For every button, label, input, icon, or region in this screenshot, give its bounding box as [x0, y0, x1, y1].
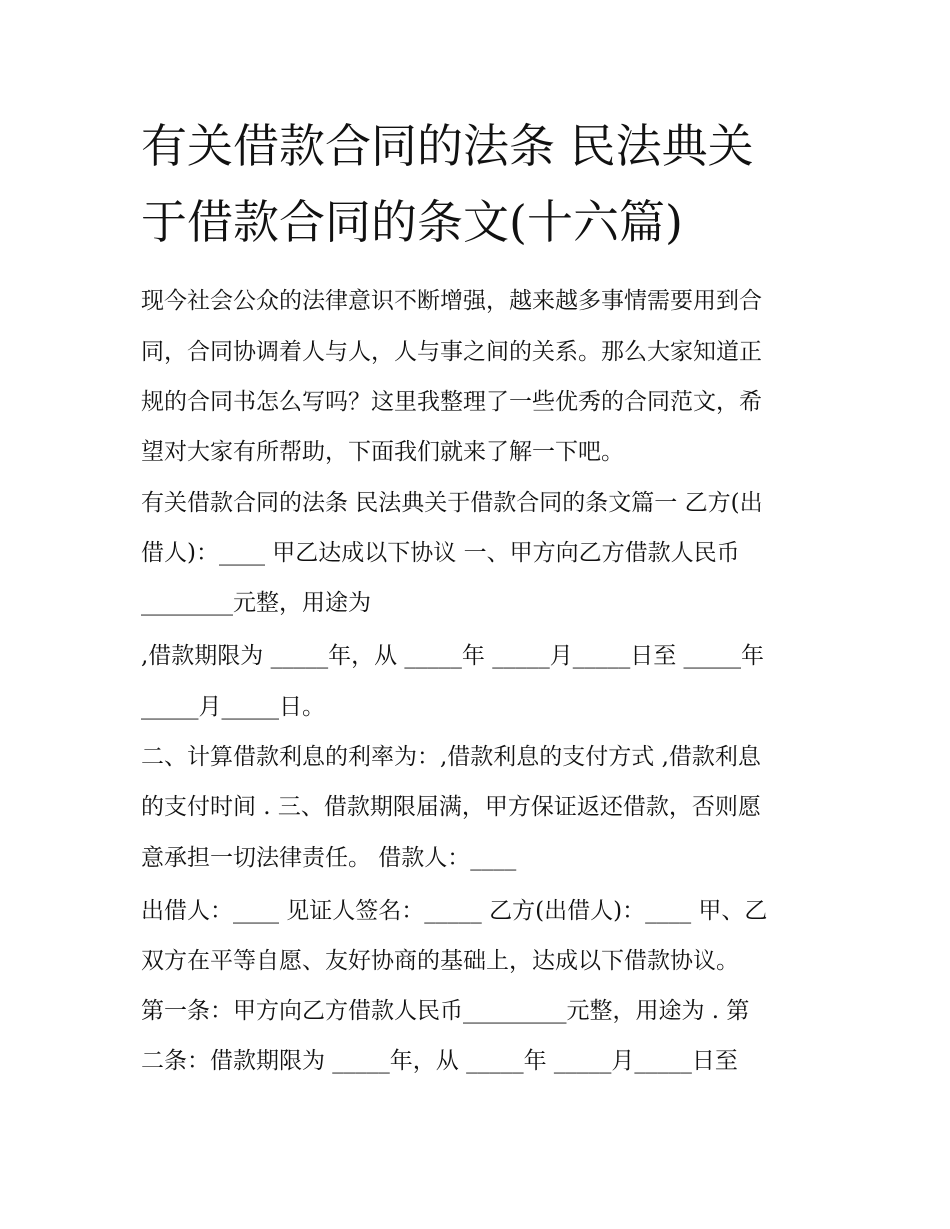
body-line-7: ________元整，用途为 [141, 590, 371, 616]
body-line-10: 二、计算借款利息的利率为：,借款利息的支付方式 ,借款利息 [141, 744, 761, 770]
body-line-11: 的支付时间 . 三、借款期限届满，甲方保证返还借款，否则愿 [141, 794, 761, 820]
body-line-5: 有关借款合同的法条 民法典关于借款合同的条文篇一 乙方(出 [141, 490, 763, 516]
body-line-14: 双方在平等自愿、友好协商的基础上，达成以下借款协议。 [141, 948, 739, 974]
body-line-12: 意承担一切法律责任。 借款人：____ [141, 845, 517, 871]
body-line-15: 第一条：甲方向乙方借款人民币_________元整，用途为 . 第 [141, 998, 750, 1024]
body-line-1: 现今社会公众的法律意识不断增强，越来越多事情需要用到合 [141, 288, 762, 314]
document-title-line-2: 于借款合同的条文(十六篇) [141, 195, 683, 249]
body-line-13: 出借人：____ 见证人签名：_____ 乙方(出借人)：____ 甲、乙 [141, 898, 768, 924]
body-line-16: 二条：借款期限为 _____年，从 _____年 _____月_____日至 [141, 1048, 738, 1074]
body-line-8: ,借款期限为 _____年，从 _____年 _____月_____日至 _____年 [141, 643, 765, 669]
body-line-9: _____月_____日。 [141, 694, 325, 720]
document-title-line-1: 有关借款合同的法条 民法典关 [141, 119, 754, 173]
body-line-3: 规的合同书怎么写吗？这里我整理了一些优秀的合同范文，希 [141, 389, 762, 415]
body-line-4: 望对大家有所帮助，下面我们就来了解一下吧。 [141, 439, 624, 465]
body-line-2: 同，合同协调着人与人，人与事之间的关系。那么大家知道正 [141, 339, 762, 365]
body-line-6: 借人)：____ 甲乙达成以下协议 一、甲方向乙方借款人民币 [141, 540, 740, 566]
